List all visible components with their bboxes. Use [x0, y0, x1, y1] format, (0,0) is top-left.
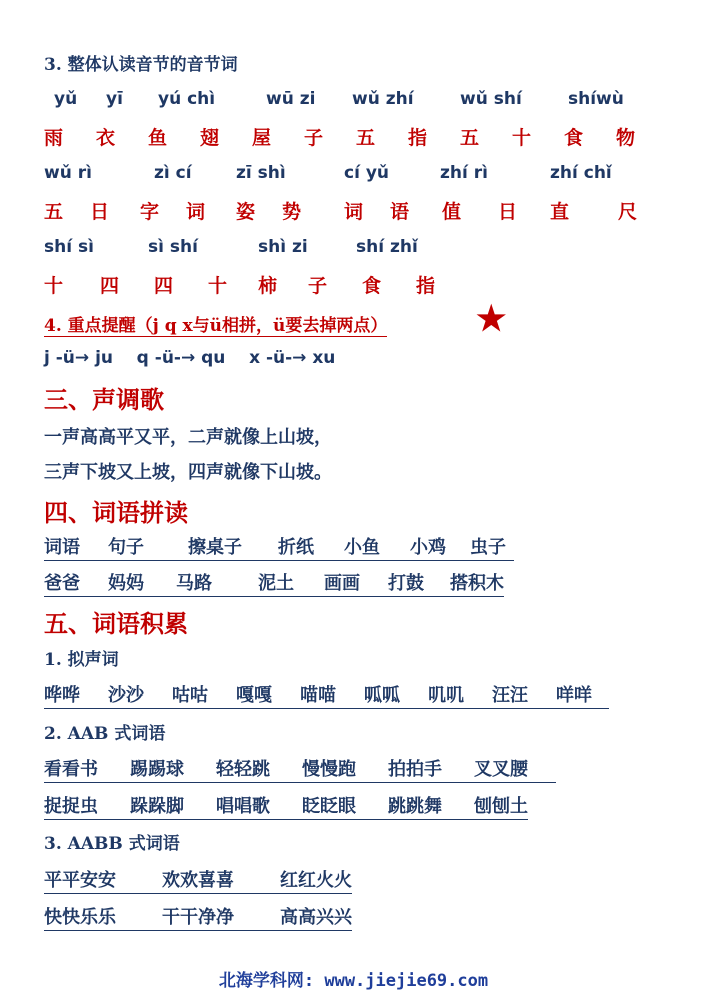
pinyin: yú chì	[158, 89, 216, 109]
hanzi: 物	[616, 127, 636, 149]
word: 捉捉虫	[44, 796, 98, 817]
word: 高高兴兴	[280, 907, 352, 928]
word: 画画	[324, 573, 360, 594]
hanzi: 指	[408, 127, 428, 149]
aab-row-2	[44, 792, 528, 820]
hanzi: 日	[498, 201, 518, 223]
word: 跺跺脚	[130, 796, 184, 817]
hanzi: 词	[186, 201, 206, 223]
tone-song-line-2: 三声下坡又上坡，四声就像下山坡。	[44, 462, 332, 483]
word: 咕咕	[172, 685, 208, 706]
pinyin: cí yǔ	[344, 163, 390, 183]
hanzi: 食	[564, 127, 584, 149]
word: 踢踢球	[130, 759, 184, 780]
word: 慢慢跑	[302, 759, 356, 780]
star-icon: ★	[476, 299, 507, 339]
onomatopoeia-subtitle: 1. 拟声词	[44, 650, 119, 670]
pinyin-row-3	[44, 237, 418, 257]
word: 平平安安	[44, 870, 116, 891]
hanzi: 四	[154, 275, 174, 297]
hanzi-row-2	[44, 197, 637, 224]
pinyin: zhí chǐ	[550, 163, 612, 183]
hanzi-row-3	[44, 271, 435, 298]
word: 欢欢喜喜	[162, 870, 234, 891]
pinyin: wū zi	[266, 89, 316, 109]
hanzi: 直	[550, 201, 570, 223]
hanzi: 势	[282, 201, 302, 223]
section-4-title	[44, 299, 507, 339]
word: 泥土	[258, 573, 294, 594]
word: 搭积木	[450, 573, 504, 594]
word: 马路	[176, 573, 212, 594]
aab-subtitle: 2. AAB 式词语	[44, 724, 166, 744]
hanzi: 十	[44, 275, 64, 297]
word: 叉叉腰	[474, 759, 528, 780]
pinyin: wǔ shí	[460, 89, 522, 109]
word: 叽叽	[428, 685, 464, 706]
pinyin: shí zhǐ	[356, 237, 418, 257]
hanzi: 语	[390, 201, 410, 223]
word: 擦桌子	[188, 537, 242, 558]
hanzi: 柿	[258, 275, 278, 297]
word-reading-heading: 四、词语拼读	[44, 498, 188, 527]
hanzi: 翅	[200, 127, 220, 149]
word: 刨刨土	[474, 796, 528, 817]
word: 沙沙	[108, 685, 144, 706]
hanzi: 屋	[252, 127, 272, 149]
pinyin: wǔ rì	[44, 163, 92, 183]
word: 哗哗	[44, 685, 80, 706]
pinyin: shì zi	[258, 237, 308, 257]
section-3-title: 3. 整体认读音节的音节词	[44, 55, 238, 75]
hanzi: 词	[344, 201, 364, 223]
tone-song-line-1: 一声高高平又平，二声就像上山坡，	[44, 427, 332, 448]
word: 唱唱歌	[216, 796, 270, 817]
tone-song-heading: 三、声调歌	[44, 385, 164, 414]
aab-row-1	[44, 755, 556, 783]
word: 拍拍手	[388, 759, 442, 780]
rule-row: j -ü→ ju q -ü-→ qu x -ü-→ xu	[44, 348, 336, 368]
word: 红红火火	[280, 870, 352, 891]
hanzi: 子	[308, 275, 328, 297]
hanzi: 姿	[236, 201, 256, 223]
word: 打鼓	[388, 573, 424, 594]
word: 看看书	[44, 759, 98, 780]
word: 爸爸	[44, 573, 80, 594]
word: 快快乐乐	[44, 907, 116, 928]
pinyin: zhí rì	[440, 163, 488, 183]
hanzi: 指	[416, 275, 436, 297]
onomatopoeia-row	[44, 681, 609, 709]
pinyin: sì shí	[148, 237, 198, 257]
word: 小鸡	[410, 537, 446, 558]
pinyin-row-2	[44, 163, 612, 183]
pinyin: zī shì	[236, 163, 286, 183]
hanzi: 鱼	[148, 127, 168, 149]
word: 喵喵	[300, 685, 336, 706]
pinyin: zì cí	[154, 163, 192, 183]
hanzi: 衣	[96, 127, 116, 149]
pinyin: wǔ zhí	[352, 89, 414, 109]
hanzi: 十	[208, 275, 228, 297]
hanzi: 五	[44, 201, 64, 223]
word: 干干净净	[162, 907, 234, 928]
word: 折纸	[278, 537, 314, 558]
word: 小鱼	[344, 537, 380, 558]
pinyin-row-1	[54, 89, 624, 109]
pinyin: shí sì	[44, 237, 94, 257]
aabb-row-1	[44, 866, 352, 894]
word-accumulation-heading: 五、词语积累	[44, 609, 188, 638]
hanzi: 四	[100, 275, 120, 297]
word: 虫子	[470, 537, 506, 558]
hanzi: 五	[460, 127, 480, 149]
word: 句子	[108, 537, 144, 558]
hanzi: 食	[362, 275, 382, 297]
word: 嘎嘎	[236, 685, 272, 706]
footer-website[interactable]: 北海学科网: www.jiejie69.com	[218, 971, 489, 991]
hanzi: 雨	[44, 127, 64, 149]
hanzi: 字	[140, 201, 160, 223]
aabb-row-2	[44, 903, 352, 931]
hanzi: 日	[90, 201, 110, 223]
reading-row-1	[44, 533, 514, 561]
reading-row-2	[44, 569, 504, 597]
hanzi: 尺	[618, 201, 638, 223]
pinyin: shíwù	[568, 89, 624, 109]
hanzi: 十	[512, 127, 532, 149]
hanzi: 值	[442, 201, 462, 223]
hanzi: 五	[356, 127, 376, 149]
word: 眨眨眼	[302, 796, 356, 817]
pinyin: yǔ	[54, 89, 78, 109]
reminder-text: 4. 重点提醒（j q x与ü相拼，ü要去掉两点）	[44, 316, 388, 336]
word: 呱呱	[364, 685, 400, 706]
word: 词语	[44, 537, 80, 558]
word: 妈妈	[108, 573, 144, 594]
aabb-subtitle: 3. AABB 式词语	[44, 834, 180, 854]
pinyin: yī	[106, 89, 123, 109]
word: 咩咩	[556, 685, 592, 706]
hanzi: 子	[304, 127, 324, 149]
hanzi-row-1	[44, 123, 635, 150]
word: 汪汪	[492, 685, 528, 706]
word: 轻轻跳	[216, 759, 270, 780]
word: 跳跳舞	[388, 796, 442, 817]
